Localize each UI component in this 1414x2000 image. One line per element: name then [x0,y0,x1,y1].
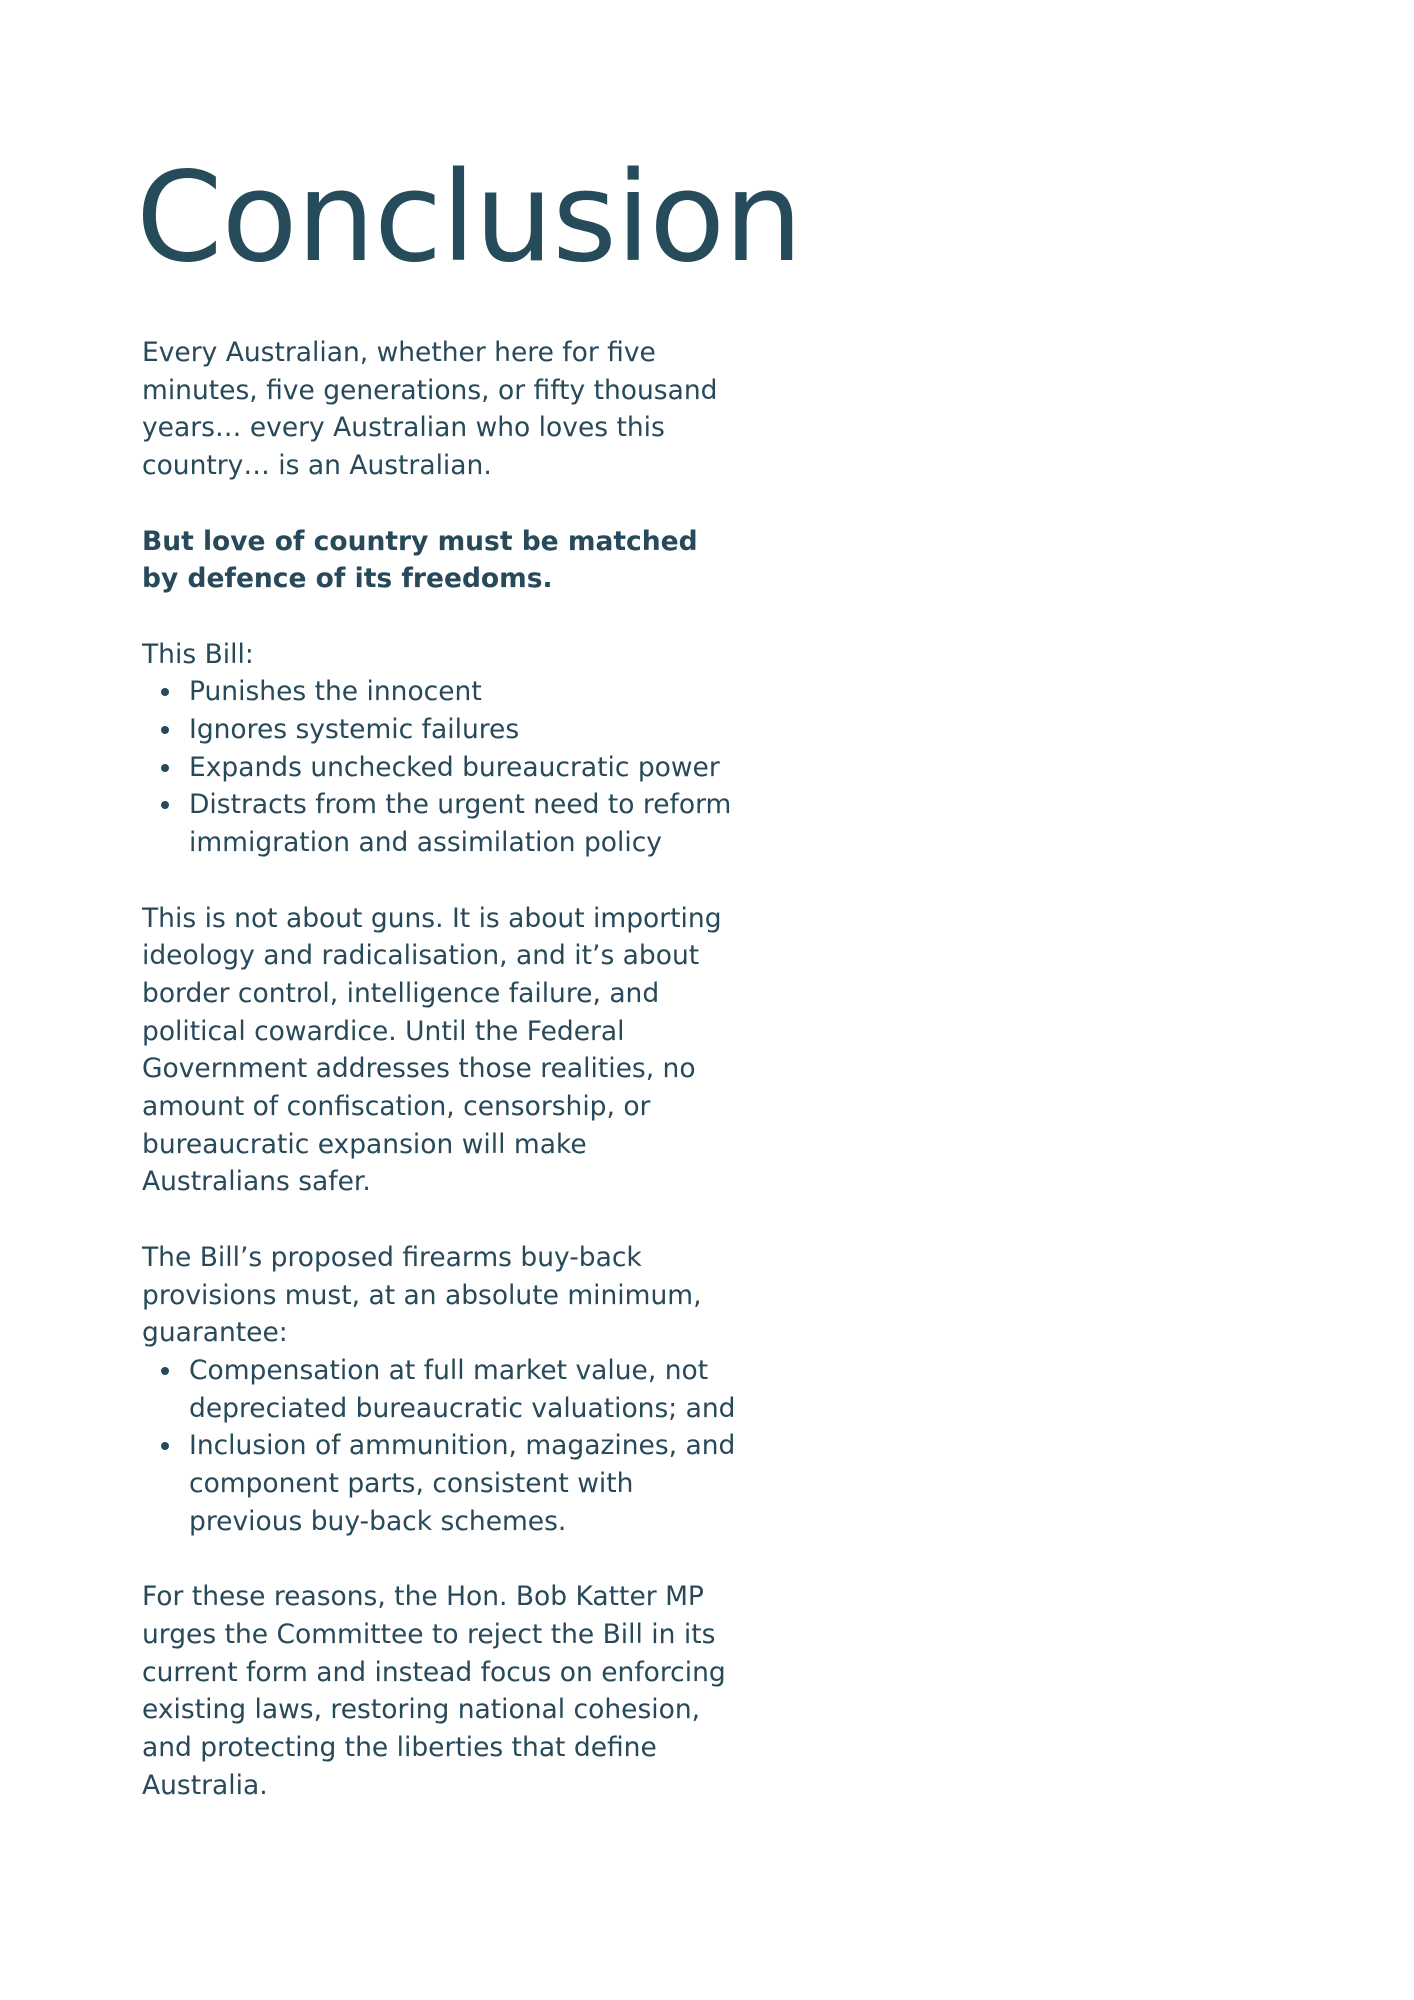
buyback-intro: The Bill’s proposed firearms buy-back provisions must, at an absolute minimum, guarantee: [142,1241,702,1349]
emphasis-paragraph: But love of country must be matched by defence of its freedoms. [142,525,698,595]
bill-points-list [142,673,742,862]
list-item: Distracts from the urgent need to reform immigration and assimilation policy [189,786,742,861]
list-item: Inclusion of ammunition, magazines, and component parts, consistent with previous buy-back schemes. [189,1427,742,1540]
list-item: Punishes the innocent [189,673,742,711]
not-about-guns-paragraph: This is not about guns. It is about importing ideology and radicalisation, and it’s about border control, intelligence failure, and political cowardice. Until the Federal Government addresses those realities, no amount of confiscation, censorship, or bureaucratic expansion will make Australians safer. [142,902,722,1198]
list-item: Ignores systemic failures [189,711,742,749]
intro-paragraph: Every Australian, whether here for five minutes, five generations, or fifty thousand years… every Australian who loves this country… is an Australian. [142,337,718,482]
bill-intro: This Bill: [142,638,254,670]
document-body [142,334,742,1842]
closing-paragraph: For these reasons, the Hon. Bob Katter MP urges the Committee to reject the Bill in its current form and instead focus on enforcing existing laws, restoring national cohesion, and protecting the liberties that define Australia. [142,1581,726,1801]
page-title: Conclusion [136,146,802,290]
buyback-points-list [142,1352,742,1541]
list-item: Compensation at full market value, not depreciated bureaucratic valuations; and [189,1352,742,1427]
list-item: Expands unchecked bureaucratic power [189,749,742,787]
